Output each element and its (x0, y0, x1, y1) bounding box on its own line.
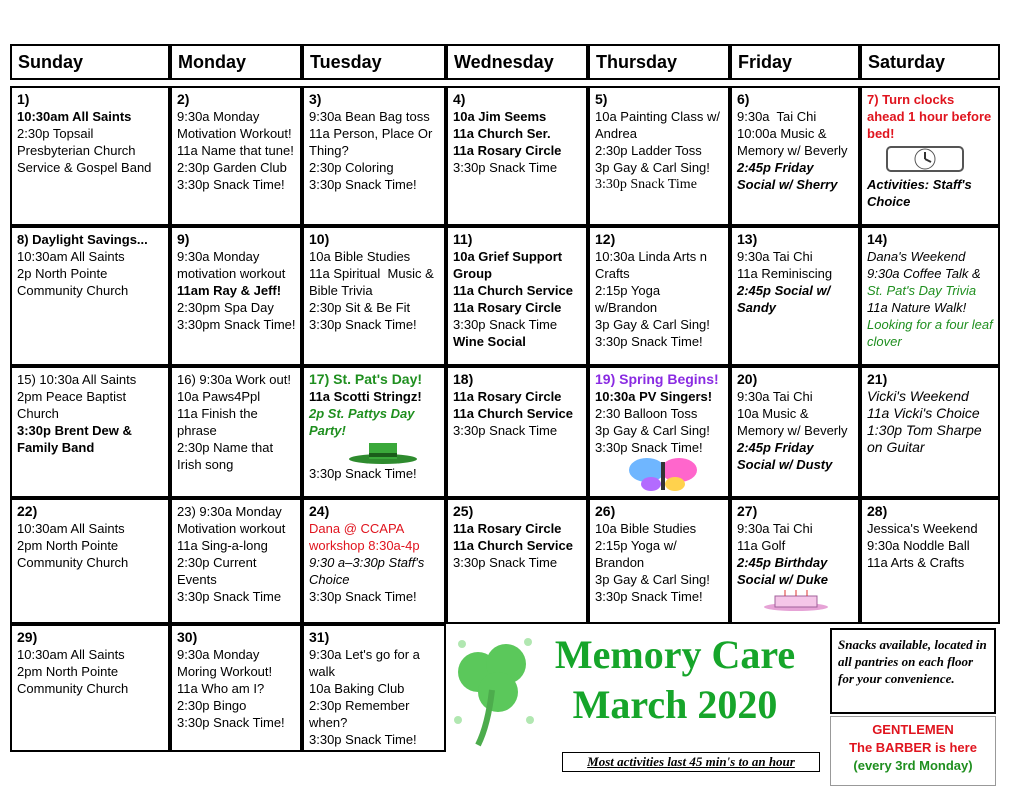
activity-line: 4) (453, 91, 466, 107)
activity-line: Dana's Weekend (867, 249, 966, 264)
activity-line: 10:30am All Saints (17, 521, 125, 536)
activity-line: 22) (17, 503, 38, 519)
activity-line: 11a Spiritual Music & Bible Trivia (309, 266, 438, 298)
activity-line: 11a Church Service (453, 538, 573, 553)
activity-line: 3:30p Snack Time! (309, 317, 417, 332)
activity-duration-note: Most activities last 45 min's to an hour (562, 752, 820, 772)
day-header-wednesday: Wednesday (446, 44, 588, 80)
activity-line: 3p Gay & Carl Sing! (595, 572, 710, 587)
activity-line: 9:30a Tai Chi (737, 521, 813, 536)
activity-line: 11) (453, 231, 473, 247)
activity-line: 28) (867, 503, 888, 519)
day-cell (730, 498, 860, 624)
activity-line: 7) Turn clocks ahead 1 hour before bed! (867, 92, 995, 141)
activity-line: 3:30p Snack Time! (309, 732, 417, 747)
activity-line: 24) (309, 503, 330, 519)
day-cell (10, 86, 170, 226)
activity-line: Activities: Staff's Choice (867, 177, 976, 209)
activity-line: 9:30a Tai Chi (737, 109, 817, 124)
activity-line: 3:30p Snack Time! (177, 715, 285, 730)
activity-line: 26) (595, 503, 616, 519)
activity-line: Looking for a four leaf clover (867, 317, 997, 349)
day-cell (588, 498, 730, 624)
activity-line: 8) Daylight Savings... (17, 232, 148, 247)
day-cell (170, 226, 302, 366)
activity-line: 27) (737, 503, 758, 519)
day-cell (446, 86, 588, 226)
activity-line: 3:30p Snack Time! (177, 177, 285, 192)
activity-line: 9:30a Tai Chi (737, 249, 813, 264)
activity-line: 10a Bible Studies (595, 521, 697, 536)
day-cell (588, 226, 730, 366)
activity-line: 3:30pm Snack Time! (177, 317, 296, 332)
barber-line-3: (every 3rd Monday) (853, 758, 973, 773)
activity-line: 2:30p Topsail Presbyterian Church Service & Gospel Band (17, 126, 152, 175)
day-header-saturday: Saturday (860, 44, 1000, 80)
activity-line: 10:30am All Saints (17, 249, 125, 264)
activity-line: 10a Paws4Ppl (177, 389, 261, 404)
title-line-1: Memory Care (554, 632, 796, 677)
day-cell (446, 498, 588, 624)
activity-line: 6) (737, 91, 750, 107)
activity-line: 3p Gay & Carl Sing! (595, 160, 710, 175)
day-cell (302, 624, 446, 752)
activity-line: 11a Name that tune! (177, 143, 294, 158)
activity-line: 3:30p Snack Time (177, 589, 282, 604)
activity-line: 9:30a Tai Chi (737, 389, 813, 404)
activity-line: 2:45p Friday Social w/ Sherry (737, 160, 838, 192)
activity-line: 2pm North Pointe Community Church (17, 664, 129, 696)
activity-line: 9:30a Monday Motivation Workout! (177, 109, 292, 141)
activity-line: 11a Arts & Crafts (867, 555, 965, 570)
day-cell (730, 86, 860, 226)
activity-line: 9:30 a–3:30p Staff's Choice (309, 555, 428, 587)
activity-line: 3:30p Snack Time (595, 177, 697, 192)
barber-notice (830, 716, 996, 786)
activity-line: 1:30p Tom Sharpe on Guitar (867, 422, 986, 455)
activity-line: 3:30p Snack Time! (595, 440, 703, 455)
activity-line: 10:30am All Saints (17, 109, 132, 124)
activity-line: 3:30p Snack Time (453, 423, 558, 438)
activity-line: 23) 9:30a Monday Motivation workout (177, 504, 286, 536)
activity-line: 11a Church Service (453, 406, 573, 421)
day-header-sunday: Sunday (10, 44, 170, 80)
activity-line: 3:30p Snack Time (453, 317, 558, 332)
activity-line: 2:30p Name that Irish song (177, 440, 277, 472)
activity-line: 2:45p Birthday Social w/ Duke (737, 555, 831, 587)
activity-line: 2:30 Balloon Toss (595, 406, 698, 421)
activity-line: 3:30p Snack Time! (595, 334, 703, 349)
day-cell (170, 366, 302, 498)
activity-line: 3:30p Snack Time! (309, 177, 417, 192)
activity-line: 5) (595, 91, 608, 107)
clock-icon (885, 144, 965, 174)
activity-line: 11a Rosary Circle (453, 521, 562, 536)
activity-line: 3:30p Brent Dew & Family Band (17, 423, 136, 455)
day-cell (446, 366, 588, 498)
day-header-tuesday: Tuesday (302, 44, 446, 80)
activity-line: 9:30a Monday Moring Workout! (177, 647, 273, 679)
activity-line: 11am Ray & Jeff! (177, 283, 282, 298)
activity-line: 15) 10:30a All Saints (17, 372, 137, 387)
activity-line: 2:30pm Spa Day (177, 300, 274, 315)
activity-line: 2pm Peace Baptist Church (17, 389, 130, 421)
day-cell (446, 226, 588, 366)
day-header-monday: Monday (170, 44, 302, 80)
activity-line: 11a Sing-a-long (177, 538, 268, 553)
activity-line: 29) (17, 629, 38, 645)
activity-line: 10:00a Music & Memory w/ Beverly (737, 126, 848, 158)
day-cell (170, 498, 302, 624)
day-cell (730, 366, 860, 498)
activity-line: 3p Gay & Carl Sing! (595, 423, 710, 438)
snacks-note: Snacks available, located in all pantries on each floor for your convenience. (830, 628, 996, 714)
activity-line: 11a Church Service (453, 283, 573, 298)
activity-line: 2pm North Pointe Community Church (17, 538, 129, 570)
activity-line: 10a Jim Seems (453, 109, 547, 124)
leprechaun-hat-icon (343, 439, 423, 465)
activity-line: 31) (309, 629, 330, 645)
butterfly-icon (623, 456, 703, 492)
activity-line: 10:30a Linda Arts n Crafts (595, 249, 711, 281)
activity-line: 10) (309, 231, 330, 247)
activity-line: 11a Person, Place Or Thing? (309, 126, 436, 158)
activity-line: 9:30a Bean Bag toss (309, 109, 430, 124)
activity-line: 2) (177, 91, 190, 107)
activity-line: 2:30p Bingo (177, 698, 247, 713)
activity-line: 11a Rosary Circle (453, 300, 562, 315)
day-cell (170, 86, 302, 226)
activity-line: 2p St. Pattys Day Party! (309, 406, 419, 438)
day-cell (10, 498, 170, 624)
activity-line: 11a Golf (737, 538, 786, 553)
day-header-friday: Friday (730, 44, 860, 80)
activity-line: 10a Music & Memory w/ Beverly (737, 406, 848, 438)
activity-line: 14) (867, 231, 888, 247)
activity-line: 12) (595, 231, 616, 247)
day-cell (10, 226, 170, 366)
activity-line: 11a Rosary Circle (453, 143, 562, 158)
day-cell (170, 624, 302, 752)
barber-line-1: GENTLEMEN (872, 722, 954, 737)
activity-line: 2:30p Current Events (177, 555, 261, 587)
day-cell (860, 366, 1000, 498)
activity-line: 13) (737, 231, 758, 247)
day-cell (302, 86, 446, 226)
activity-line: 3:30p Snack Time (453, 555, 558, 570)
activity-line: 19) Spring Begins! (595, 371, 719, 387)
activity-line: 10a Grief Support Group (453, 249, 566, 281)
activity-line: 2:45p Social w/ Sandy (737, 283, 834, 315)
activity-line: 10a Baking Club (309, 681, 405, 696)
activity-line: 2:30p Ladder Toss (595, 143, 702, 158)
day-cell (302, 498, 446, 624)
activity-line: 2:30p Garden Club (177, 160, 287, 175)
activity-line: 9:30a Let's go for a walk (309, 647, 424, 679)
day-cell (860, 498, 1000, 624)
day-cell (588, 86, 730, 226)
day-cell (10, 624, 170, 752)
activity-line: 11a Scotti Stringz! (309, 389, 422, 404)
activity-line: 2:30p Remember when? (309, 698, 414, 730)
day-cell (302, 226, 446, 366)
activity-line: 11a Church Ser. (453, 126, 551, 141)
activity-line: 10:30a PV Singers! (595, 389, 713, 404)
day-header-thursday: Thursday (588, 44, 730, 80)
activity-line: 30) (177, 629, 198, 645)
activity-line: 10a Painting Class w/ Andrea (595, 109, 723, 141)
activity-line: 2p North Pointe Community Church (17, 266, 129, 298)
activity-line: 3p Gay & Carl Sing! (595, 317, 710, 332)
activity-line: 11a Finish the phrase (177, 406, 262, 438)
activity-line: 3:30p Snack Time (453, 160, 558, 175)
barber-line-2: The BARBER is here (849, 740, 977, 755)
calendar-title (540, 630, 810, 730)
activity-line: 11a Vicki's Choice (867, 405, 980, 421)
activity-line: 17) St. Pat's Day! (309, 371, 423, 387)
activity-line: 2:30p Coloring (309, 160, 394, 175)
day-cell (10, 366, 170, 498)
activity-line: 21) (867, 371, 888, 387)
activity-line: 2:45p Friday Social w/ Dusty (737, 440, 833, 472)
activity-line: St. Pat's Day Trivia (867, 283, 977, 298)
activity-line: Jessica's Weekend (867, 521, 978, 536)
day-cell (302, 366, 446, 498)
activity-line: 3) (309, 91, 322, 107)
day-cell (730, 226, 860, 366)
activity-line: Dana @ CCAPA workshop 8:30a-4p (309, 521, 420, 553)
activity-line: Vicki's Weekend (867, 388, 969, 404)
day-cell (588, 366, 730, 498)
activity-line: 3:30p Snack Time! (309, 466, 417, 481)
activity-line: 16) 9:30a Work out! (177, 372, 291, 387)
activity-line: 9) (177, 231, 190, 247)
activity-line: Wine Social (453, 334, 526, 349)
activity-line: 10a Bible Studies (309, 249, 411, 264)
activity-line: 9:30a Monday motivation workout (177, 249, 286, 281)
activity-line: 2:15p Yoga w/ Brandon (595, 538, 681, 570)
day-cell (860, 86, 1000, 226)
title-line-2: March 2020 (572, 682, 778, 727)
day-cell (860, 226, 1000, 366)
activity-line: 11a Reminiscing (737, 266, 833, 281)
activity-line: 10:30am All Saints (17, 647, 125, 662)
activity-line: 11a Rosary Circle (453, 389, 562, 404)
activity-line: 3:30p Snack Time! (309, 589, 417, 604)
activity-line: 3:30p Snack Time! (595, 589, 703, 604)
shamrock-icon (448, 630, 540, 750)
cake-icon (761, 588, 831, 612)
activity-line: 2:30p Sit & Be Fit (309, 300, 411, 315)
activity-line: 2:15p Yoga w/Brandon (595, 283, 664, 315)
activity-line: 9:30a Coffee Talk & (867, 266, 981, 281)
activity-line: 11a Who am I? (177, 681, 265, 696)
activity-line: 1) (17, 91, 30, 107)
activity-line: 9:30a Noddle Ball (867, 538, 970, 553)
activity-line: 20) (737, 371, 758, 387)
activity-line: 18) (453, 371, 474, 387)
activity-line: 11a Nature Walk! (867, 300, 967, 315)
activity-line: 25) (453, 503, 474, 519)
